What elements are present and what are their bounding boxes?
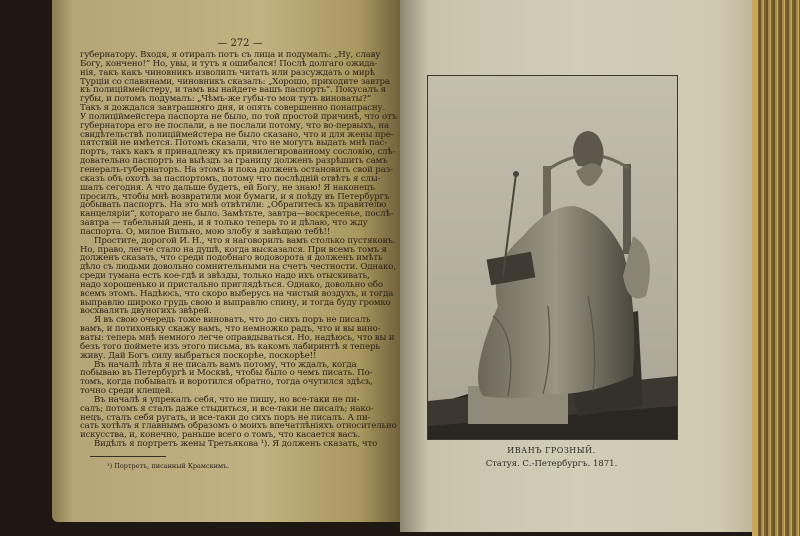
letter-text: [80, 50, 397, 450]
text-line: Въ началѣ я упрекалъ себя, что не пишу, но все-таки не пи-: [94, 394, 360, 405]
page-edges: [752, 0, 800, 536]
text-line: восхвалять двуногихъ звѣрей.: [80, 306, 212, 317]
text-line: побываю въ Петербургѣ и Москвѣ, чтобы было о чемъ писать. По-: [80, 368, 373, 379]
text-line: точно среди клещей.: [80, 386, 173, 397]
text-line: сказъ объ охотѣ за паспортомъ, потому что послѣдній отвѣтъ я слы-: [80, 173, 381, 184]
text-line: живу. Дай Богъ силу выбраться поскорѣе, поскорѣе!!: [80, 350, 317, 361]
text-line: канцеляріи“, котораго не было. Замѣтьте, завтра—воскресенье, послѣ-: [80, 209, 394, 220]
text-line: Но, право, легче стало на душѣ, когда высказался. При всемъ томъ я: [80, 244, 387, 255]
text-line: долженъ сказать, что среди подобнаго водоворота я долженъ имѣть: [80, 253, 383, 264]
text-line: Турціи со славянами, чиновникъ сказалъ: „Хорошо, приходите завтра: [80, 76, 390, 87]
text-line: Такъ я дождался завтрашняго дня, и опять совершенно понапрасну.: [80, 103, 386, 114]
text-line: свидѣтельствѣ полиціймейстера не было сказано, что и для жены пре-: [80, 129, 394, 140]
footnote: ¹) Портретъ, писанный Крамскимъ.: [107, 462, 230, 470]
text-line: томъ, когда побывалъ и воротился обратно, тогда очутился здѣсь,: [80, 377, 373, 388]
page-number: — 272 —: [217, 38, 263, 49]
text-line: салъ; потомъ я сталъ даже стыдиться, и все-таки не писалъ; нако-: [80, 403, 374, 414]
figure-caption-subtitle: Статуя. С.-Петербургъ. 1871.: [485, 459, 618, 469]
text-line: Я въ свою очередь тоже виноватъ, что до сихъ поръ не писалъ: [94, 315, 371, 326]
text-line: губы, и потомъ подумалъ: „Чѣмъ-же губы-то мои тутъ виноваты?“: [80, 94, 371, 105]
text-line: надо хорошенько и пристально приглядѣться. Однако, довольно обо: [80, 279, 383, 290]
text-line: выправлю широко грудь свою и выправлю спину, и тогда буду громко: [80, 297, 391, 308]
footnote-divider: [90, 456, 166, 457]
text-line: Богу, кончено!“ Но, увы, и тутъ я ошибался! Послѣ долгаго ожида-: [80, 58, 378, 69]
text-line: нецъ, сталъ себя ругать, и все-таки до сихъ поръ не писалъ. А пи-: [80, 412, 371, 423]
text-line: сать хотѣлъ я главнымъ образомъ о моихъ впечатлѣніяхъ относительно: [80, 421, 397, 432]
text-line: просилъ, чтобы мнѣ возвратили мои бумаги, и я поѣду въ Петербургъ: [80, 191, 390, 202]
text-line: ваты: теперь мнѣ немного легче оправдываться. Но, надѣюсь, что вы и: [80, 333, 395, 343]
text-line: среди тумана есть кое-гдѣ и звѣзды, только надо ихъ отыскивать,: [80, 271, 370, 282]
statue-illustration: [427, 75, 678, 440]
text-line: пятствій не имѣется. Потомъ сказали, что не могутъ выдать мнѣ пас-: [80, 138, 387, 149]
text-line: дѣло съ людьми довольно сомнительными на счетъ честности. Однако,: [80, 262, 396, 273]
text-line: Въ началѣ лѣта я не писалъ вамъ потому, что ждалъ, когда: [94, 359, 357, 370]
text-line: паспорта. О, милое Вильно, мою злобу я завѣщаю тебѣ!!: [80, 226, 331, 237]
text-line: завтра — табельный день, и я только теперь то и дѣлаю, что жду: [80, 218, 368, 229]
text-line: Простите, дорогой И. Н., что я наговорилъ вамъ столько пустяковъ.: [94, 235, 396, 246]
text-line: нія, такъ какъ чиновникъ изволилъ читать или разсуждать о мирѣ: [80, 67, 375, 78]
text-line: генералъ-губернаторъ. На этомъ и пока долженъ остановить свой раз-: [80, 164, 393, 175]
text-line: портъ, такъ какъ я принадлежу къ привилегированному сословію, слѣ-: [80, 147, 396, 158]
text-line: шалъ сегодня. А что дальше будетъ, ей Богу, не знаю! Я наконецъ: [80, 182, 375, 193]
text-line: довательно паспортъ на выѣздъ за границу долженъ разрѣшить самъ: [80, 156, 388, 167]
text-line: губернатору. Входя, я отиралъ потъ съ лица и подумалъ: „Ну, славу: [80, 50, 381, 60]
text-line: добывать паспортъ. На это мнѣ отвѣтили: „Обратитесь къ правителю: [80, 200, 387, 211]
figure-caption-title: ИВАНЪ ГРОЗНЫЙ.: [507, 446, 596, 455]
text-line: Видѣлъ я портретъ жены Третьякова ¹). Я долженъ сказать, что: [94, 439, 378, 450]
text-line: искусства, и, конечно, раньше всего о томъ, что касается васъ.: [80, 430, 361, 441]
text-line: къ полиціймейстеру, и тамъ вы найдете вашъ паспортъ“. Покусалъ я: [80, 85, 386, 96]
text-line: губернатора его не послали, а не послали потому, что во-первыхъ, на: [80, 120, 389, 131]
text-line: всемъ этомъ. Надѣюсь, что скоро выберусь на чистый воздухъ, и тогда: [80, 288, 394, 299]
text-line: вамъ, и потихоньку скажу вамъ, что немножко радъ, что и вы вино-: [80, 324, 381, 335]
text-line: безъ того поймете изъ этого письма, въ какомъ лабиринтѣ я теперь: [80, 341, 380, 352]
text-line: У полиціймейстера паспорта не было, по той простой причинѣ, что отъ: [80, 111, 397, 122]
